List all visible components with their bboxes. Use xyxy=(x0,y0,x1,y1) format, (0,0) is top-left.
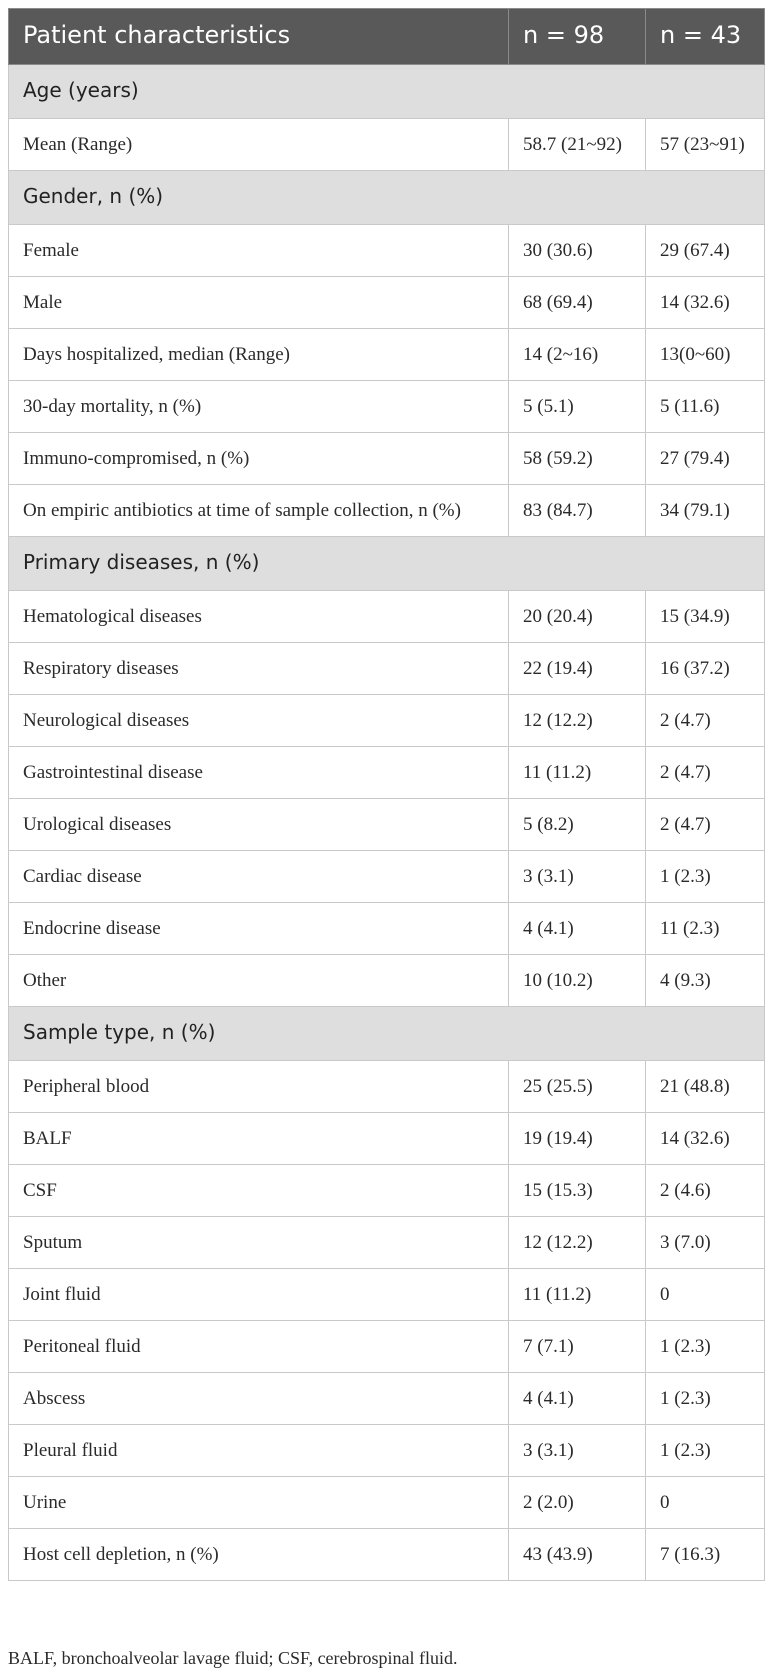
section-title: Primary diseases, n (%) xyxy=(9,537,765,591)
row-label: BALF xyxy=(9,1113,509,1165)
table-row xyxy=(9,1217,765,1269)
row-label: Days hospitalized, median (Range) xyxy=(9,329,509,381)
row-label: Mean (Range) xyxy=(9,119,509,171)
header-group-98: n = 98 xyxy=(509,9,646,65)
row-value-group-98: 2 (2.0) xyxy=(509,1477,646,1529)
row-value-group-98: 4 (4.1) xyxy=(509,1373,646,1425)
row-value-group-98: 5 (8.2) xyxy=(509,799,646,851)
row-value-group-98: 11 (11.2) xyxy=(509,747,646,799)
row-value-group-43: 3 (7.0) xyxy=(646,1217,765,1269)
row-label: Gastrointestinal disease xyxy=(9,747,509,799)
row-value-group-98: 4 (4.1) xyxy=(509,903,646,955)
row-label: CSF xyxy=(9,1165,509,1217)
table-row xyxy=(9,747,765,799)
row-value-group-43: 0 xyxy=(646,1477,765,1529)
table-footnote: BALF, bronchoalveolar lavage fluid; CSF, cerebrospinal fluid. xyxy=(8,1648,458,1668)
row-value-group-43: 21 (48.8) xyxy=(646,1061,765,1113)
row-label: Female xyxy=(9,225,509,277)
table-row xyxy=(9,851,765,903)
section-row xyxy=(9,537,765,591)
row-value-group-98: 14 (2~16) xyxy=(509,329,646,381)
table-row xyxy=(9,903,765,955)
row-label: Respiratory diseases xyxy=(9,643,509,695)
row-value-group-43: 7 (16.3) xyxy=(646,1529,765,1581)
row-label: Endocrine disease xyxy=(9,903,509,955)
row-label: Pleural fluid xyxy=(9,1425,509,1477)
row-value-group-43: 2 (4.7) xyxy=(646,695,765,747)
table-row xyxy=(9,1061,765,1113)
row-value-group-98: 3 (3.1) xyxy=(509,1425,646,1477)
section-title: Gender, n (%) xyxy=(9,171,765,225)
table-row xyxy=(9,955,765,1007)
row-value-group-43: 1 (2.3) xyxy=(646,851,765,903)
row-value-group-98: 22 (19.4) xyxy=(509,643,646,695)
row-value-group-43: 1 (2.3) xyxy=(646,1425,765,1477)
row-value-group-43: 13(0~60) xyxy=(646,329,765,381)
row-value-group-98: 19 (19.4) xyxy=(509,1113,646,1165)
table-body xyxy=(9,65,765,1581)
table-row xyxy=(9,1269,765,1321)
table-row xyxy=(9,433,765,485)
row-label: Hematological diseases xyxy=(9,591,509,643)
table-row xyxy=(9,329,765,381)
row-value-group-43: 27 (79.4) xyxy=(646,433,765,485)
row-value-group-98: 7 (7.1) xyxy=(509,1321,646,1373)
table-row xyxy=(9,695,765,747)
table-row xyxy=(9,1477,765,1529)
table-row xyxy=(9,1113,765,1165)
row-value-group-98: 12 (12.2) xyxy=(509,1217,646,1269)
row-value-group-43: 16 (37.2) xyxy=(646,643,765,695)
table-row xyxy=(9,225,765,277)
row-value-group-43: 14 (32.6) xyxy=(646,1113,765,1165)
section-row xyxy=(9,1007,765,1061)
row-value-group-43: 2 (4.7) xyxy=(646,799,765,851)
table-row xyxy=(9,643,765,695)
row-value-group-98: 30 (30.6) xyxy=(509,225,646,277)
table-row xyxy=(9,1321,765,1373)
section-title: Sample type, n (%) xyxy=(9,1007,765,1061)
header-characteristics: Patient characteristics xyxy=(9,9,509,65)
row-label: Cardiac disease xyxy=(9,851,509,903)
table-row xyxy=(9,381,765,433)
row-label: Neurological diseases xyxy=(9,695,509,747)
row-value-group-98: 12 (12.2) xyxy=(509,695,646,747)
row-value-group-98: 58.7 (21~92) xyxy=(509,119,646,171)
row-label: Host cell depletion, n (%) xyxy=(9,1529,509,1581)
table-row xyxy=(9,485,765,537)
row-label: Sputum xyxy=(9,1217,509,1269)
row-value-group-43: 15 (34.9) xyxy=(646,591,765,643)
row-value-group-98: 3 (3.1) xyxy=(509,851,646,903)
row-value-group-43: 14 (32.6) xyxy=(646,277,765,329)
row-value-group-43: 0 xyxy=(646,1269,765,1321)
row-label: On empiric antibiotics at time of sample collection, n (%) xyxy=(9,485,509,537)
row-value-group-43: 57 (23~91) xyxy=(646,119,765,171)
table-row xyxy=(9,119,765,171)
row-value-group-98: 15 (15.3) xyxy=(509,1165,646,1217)
row-label: Urine xyxy=(9,1477,509,1529)
row-value-group-43: 11 (2.3) xyxy=(646,903,765,955)
row-value-group-98: 25 (25.5) xyxy=(509,1061,646,1113)
section-title: Age (years) xyxy=(9,65,765,119)
row-label: Other xyxy=(9,955,509,1007)
row-label: 30-day mortality, n (%) xyxy=(9,381,509,433)
row-label: Peripheral blood xyxy=(9,1061,509,1113)
section-row xyxy=(9,65,765,119)
row-value-group-43: 29 (67.4) xyxy=(646,225,765,277)
table-row xyxy=(9,1373,765,1425)
row-label: Immuno-compromised, n (%) xyxy=(9,433,509,485)
row-value-group-98: 10 (10.2) xyxy=(509,955,646,1007)
row-value-group-98: 83 (84.7) xyxy=(509,485,646,537)
row-label: Male xyxy=(9,277,509,329)
row-value-group-43: 4 (9.3) xyxy=(646,955,765,1007)
row-value-group-43: 34 (79.1) xyxy=(646,485,765,537)
row-label: Peritoneal fluid xyxy=(9,1321,509,1373)
patient-characteristics-table xyxy=(8,8,765,1581)
row-value-group-98: 43 (43.9) xyxy=(509,1529,646,1581)
table-row xyxy=(9,799,765,851)
row-value-group-43: 1 (2.3) xyxy=(646,1373,765,1425)
row-value-group-98: 20 (20.4) xyxy=(509,591,646,643)
row-value-group-43: 2 (4.7) xyxy=(646,747,765,799)
table-row xyxy=(9,1425,765,1477)
header-group-43: n = 43 xyxy=(646,9,765,65)
table-row xyxy=(9,1165,765,1217)
row-label: Joint fluid xyxy=(9,1269,509,1321)
row-value-group-98: 11 (11.2) xyxy=(509,1269,646,1321)
patient-characteristics-table-container xyxy=(8,8,764,1581)
header-row xyxy=(9,9,765,65)
row-value-group-98: 5 (5.1) xyxy=(509,381,646,433)
row-value-group-43: 1 (2.3) xyxy=(646,1321,765,1373)
row-label: Urological diseases xyxy=(9,799,509,851)
section-row xyxy=(9,171,765,225)
table-row xyxy=(9,591,765,643)
row-value-group-98: 58 (59.2) xyxy=(509,433,646,485)
table-row xyxy=(9,1529,765,1581)
table-row xyxy=(9,277,765,329)
table-header xyxy=(9,9,765,65)
row-label: Abscess xyxy=(9,1373,509,1425)
row-value-group-43: 5 (11.6) xyxy=(646,381,765,433)
row-value-group-43: 2 (4.6) xyxy=(646,1165,765,1217)
row-value-group-98: 68 (69.4) xyxy=(509,277,646,329)
